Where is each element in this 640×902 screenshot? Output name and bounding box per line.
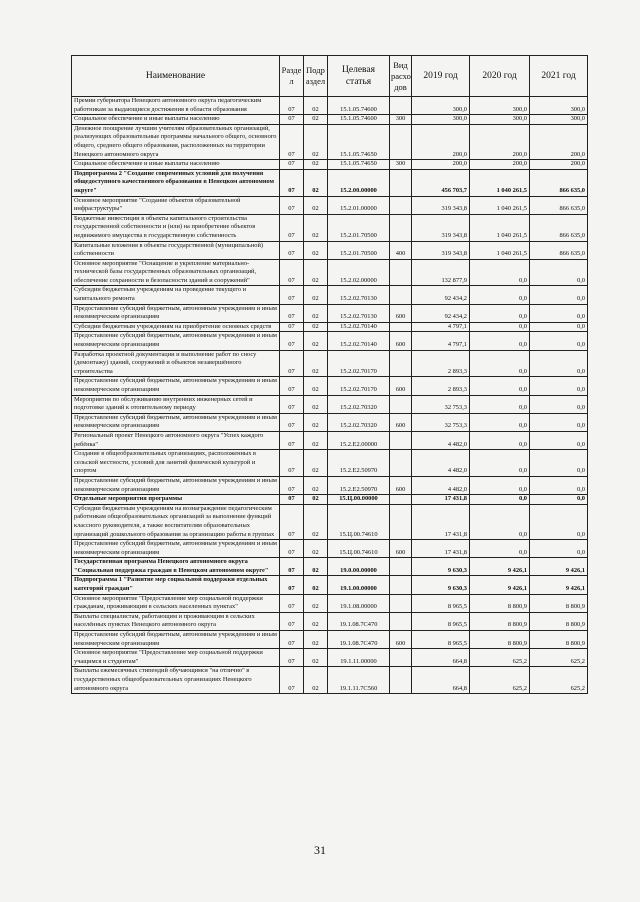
table-row bbox=[72, 576, 588, 594]
row-target: 19.1.00.00000 bbox=[328, 576, 390, 594]
row-2020: 0,0 bbox=[470, 495, 530, 505]
row-subsection: 02 bbox=[304, 214, 328, 241]
row-2019: 4 482,0 bbox=[412, 476, 470, 494]
row-section: 07 bbox=[280, 259, 304, 286]
table-row bbox=[72, 160, 588, 170]
row-target: 19.0.00.00000 bbox=[328, 558, 390, 576]
row-target: 19.1.11.7С560 bbox=[328, 667, 390, 694]
table-row bbox=[72, 377, 588, 395]
row-subsection: 02 bbox=[304, 631, 328, 649]
table-row bbox=[72, 115, 588, 125]
row-2019: 17 431,8 bbox=[412, 495, 470, 505]
row-expense-type: 600 bbox=[390, 476, 412, 494]
row-expense-type bbox=[390, 350, 412, 377]
row-2019: 200,0 bbox=[412, 160, 470, 170]
row-2020: 625,2 bbox=[470, 649, 530, 667]
header-name: Наименование bbox=[72, 56, 280, 97]
row-2020: 9 426,1 bbox=[470, 576, 530, 594]
row-target: 15.2.E2.50970 bbox=[328, 476, 390, 494]
row-2021: 0,0 bbox=[530, 450, 588, 477]
row-name: Предоставление субсидий бюджетным, автономным учреждениям и иным некоммерческим организациям bbox=[72, 540, 280, 558]
row-name: Субсидии бюджетным учреждениям на приобретение основных средств bbox=[72, 322, 280, 332]
row-expense-type bbox=[390, 495, 412, 505]
row-2019: 17 431,8 bbox=[412, 540, 470, 558]
row-2020: 1 040 261,5 bbox=[470, 214, 530, 241]
row-name: Предоставление субсидий бюджетным, автономным учреждениям и иным некоммерческим организациям bbox=[72, 377, 280, 395]
row-2019: 132 877,9 bbox=[412, 259, 470, 286]
row-name: Субсидии бюджетным учреждениям на проведение текущего и капитального ремонта bbox=[72, 286, 280, 304]
row-subsection: 02 bbox=[304, 304, 328, 322]
row-2020: 0,0 bbox=[470, 413, 530, 431]
row-section: 07 bbox=[280, 667, 304, 694]
row-target: 15.Ц.00.00000 bbox=[328, 495, 390, 505]
row-2021: 0,0 bbox=[530, 413, 588, 431]
table-row bbox=[72, 97, 588, 115]
row-subsection: 02 bbox=[304, 649, 328, 667]
row-2020: 0,0 bbox=[470, 395, 530, 413]
table-row bbox=[72, 332, 588, 350]
row-2021: 200,0 bbox=[530, 160, 588, 170]
row-subsection: 02 bbox=[304, 332, 328, 350]
table-body bbox=[72, 97, 588, 694]
row-2021: 0,0 bbox=[530, 377, 588, 395]
row-name: Социальное обеспечение и иные выплаты населению bbox=[72, 115, 280, 125]
row-subsection: 02 bbox=[304, 495, 328, 505]
row-section: 07 bbox=[280, 97, 304, 115]
table-row bbox=[72, 304, 588, 322]
row-name: Премии губернатора Ненецкого автономного округа педагогическим работникам за выдающиеся достижения в области образования bbox=[72, 97, 280, 115]
row-target: 15.2.02.70320 bbox=[328, 395, 390, 413]
row-name: Предоставление субсидий бюджетным, автономным учреждениям и иным некоммерческим организациям bbox=[72, 413, 280, 431]
row-2021: 200,0 bbox=[530, 124, 588, 159]
row-section: 07 bbox=[280, 241, 304, 259]
row-2021: 8 800,9 bbox=[530, 594, 588, 612]
row-2019: 200,0 bbox=[412, 124, 470, 159]
row-subsection: 02 bbox=[304, 196, 328, 214]
row-expense-type bbox=[390, 431, 412, 449]
row-2019: 17 431,8 bbox=[412, 504, 470, 539]
row-2020: 625,2 bbox=[470, 667, 530, 694]
header-2020: 2020 год bbox=[470, 56, 530, 97]
row-target: 15.1.05.74650 bbox=[328, 124, 390, 159]
row-name: Государственная программа Ненецкого автономного округа "Социальная поддержка граждан в Ненецком автономном округе" bbox=[72, 558, 280, 576]
row-expense-type: 400 bbox=[390, 241, 412, 259]
row-name: Основное мероприятие "Создание объектов образовательной инфраструктуры" bbox=[72, 196, 280, 214]
row-2020: 0,0 bbox=[470, 304, 530, 322]
row-section: 07 bbox=[280, 395, 304, 413]
row-target: 19.1.11.00000 bbox=[328, 649, 390, 667]
row-section: 07 bbox=[280, 612, 304, 630]
table-row bbox=[72, 667, 588, 694]
row-2021: 0,0 bbox=[530, 495, 588, 505]
row-section: 07 bbox=[280, 286, 304, 304]
row-2019: 319 343,8 bbox=[412, 241, 470, 259]
row-target: 19.1.08.7С470 bbox=[328, 631, 390, 649]
header-subsection: Подр аздел bbox=[304, 56, 328, 97]
row-name: Социальное обеспечение и иные выплаты населению bbox=[72, 160, 280, 170]
row-section: 07 bbox=[280, 115, 304, 125]
row-section: 07 bbox=[280, 558, 304, 576]
row-2021: 9 426,1 bbox=[530, 576, 588, 594]
row-section: 07 bbox=[280, 476, 304, 494]
row-section: 07 bbox=[280, 124, 304, 159]
row-name: Создание в общеобразовательных организациях, расположенных в сельской местности, условий для занятий физической культурой и спортом bbox=[72, 450, 280, 477]
row-section: 07 bbox=[280, 631, 304, 649]
row-target: 19.1.08.00000 bbox=[328, 594, 390, 612]
row-expense-type bbox=[390, 97, 412, 115]
row-2020: 0,0 bbox=[470, 504, 530, 539]
row-name: Региональный проект Ненецкого автономного округа "Успех каждого ребёнка" bbox=[72, 431, 280, 449]
row-subsection: 02 bbox=[304, 322, 328, 332]
row-name: Предоставление субсидий бюджетным, автономным учреждениям и иным некоммерческим организациям bbox=[72, 332, 280, 350]
row-2021: 300,0 bbox=[530, 115, 588, 125]
row-section: 07 bbox=[280, 169, 304, 196]
row-section: 07 bbox=[280, 332, 304, 350]
row-2020: 9 426,1 bbox=[470, 558, 530, 576]
row-2020: 300,0 bbox=[470, 97, 530, 115]
row-name: Выплаты ежемесячных стипендий обучающимся "на отлично" в государственных общеобразовательных организациях Ненецкого автономного округа bbox=[72, 667, 280, 694]
table-row bbox=[72, 594, 588, 612]
row-expense-type bbox=[390, 612, 412, 630]
row-subsection: 02 bbox=[304, 431, 328, 449]
header-target: Целевая статья bbox=[328, 56, 390, 97]
row-expense-type: 300 bbox=[390, 160, 412, 170]
row-section: 07 bbox=[280, 576, 304, 594]
row-2020: 0,0 bbox=[470, 332, 530, 350]
row-target: 15.2.E2.00000 bbox=[328, 431, 390, 449]
row-2020: 8 800,9 bbox=[470, 631, 530, 649]
row-2019: 4 797,1 bbox=[412, 322, 470, 332]
table-row bbox=[72, 476, 588, 494]
row-2021: 866 635,0 bbox=[530, 241, 588, 259]
row-expense-type: 600 bbox=[390, 540, 412, 558]
row-section: 07 bbox=[280, 214, 304, 241]
row-target: 15.2.02.00000 bbox=[328, 259, 390, 286]
row-target: 15.1.05.74600 bbox=[328, 115, 390, 125]
row-2019: 664,8 bbox=[412, 649, 470, 667]
row-target: 15.2.01.00000 bbox=[328, 196, 390, 214]
row-subsection: 02 bbox=[304, 476, 328, 494]
row-name: Разработка проектной документации и выполнение работ по сносу (демонтажу) зданий, сооружений и объектов незавершённого строительства bbox=[72, 350, 280, 377]
table-row bbox=[72, 322, 588, 332]
row-subsection: 02 bbox=[304, 558, 328, 576]
row-2019: 92 434,2 bbox=[412, 286, 470, 304]
row-expense-type bbox=[390, 196, 412, 214]
row-2020: 8 800,9 bbox=[470, 612, 530, 630]
row-target: 15.2.02.70130 bbox=[328, 286, 390, 304]
row-2020: 0,0 bbox=[470, 476, 530, 494]
row-2019: 4 482,0 bbox=[412, 431, 470, 449]
table-row bbox=[72, 124, 588, 159]
row-2020: 0,0 bbox=[470, 259, 530, 286]
row-2021: 0,0 bbox=[530, 350, 588, 377]
table-row bbox=[72, 196, 588, 214]
row-name: Мероприятия по обслуживанию внутренних инженерных сетей и подготовке зданий к отопительному периоду bbox=[72, 395, 280, 413]
row-name: Капитальные вложения в объекты государственной (муниципальной) собственности bbox=[72, 241, 280, 259]
table-header-row bbox=[72, 56, 588, 97]
table-row bbox=[72, 431, 588, 449]
row-subsection: 02 bbox=[304, 350, 328, 377]
row-2020: 200,0 bbox=[470, 124, 530, 159]
row-2021: 0,0 bbox=[530, 540, 588, 558]
row-name: Основное мероприятие "Предоставление мер социальной поддержки учащимся и студентам" bbox=[72, 649, 280, 667]
row-2021: 0,0 bbox=[530, 504, 588, 539]
row-section: 07 bbox=[280, 594, 304, 612]
row-section: 07 bbox=[280, 495, 304, 505]
row-section: 07 bbox=[280, 540, 304, 558]
row-2020: 0,0 bbox=[470, 377, 530, 395]
row-expense-type bbox=[390, 322, 412, 332]
row-subsection: 02 bbox=[304, 576, 328, 594]
row-2019: 300,0 bbox=[412, 115, 470, 125]
row-expense-type: 600 bbox=[390, 413, 412, 431]
row-expense-type bbox=[390, 649, 412, 667]
row-2021: 0,0 bbox=[530, 431, 588, 449]
row-name: Подпрограмма 2 "Создание современных условий для получения общедоступного качественного образования в Ненецком автономном округе" bbox=[72, 169, 280, 196]
row-expense-type bbox=[390, 124, 412, 159]
table-row bbox=[72, 612, 588, 630]
row-expense-type: 600 bbox=[390, 377, 412, 395]
table-row bbox=[72, 169, 588, 196]
row-2020: 8 800,9 bbox=[470, 594, 530, 612]
row-2019: 9 630,3 bbox=[412, 558, 470, 576]
row-2021: 866 635,0 bbox=[530, 214, 588, 241]
table-row bbox=[72, 504, 588, 539]
row-expense-type bbox=[390, 576, 412, 594]
row-expense-type bbox=[390, 395, 412, 413]
row-2020: 0,0 bbox=[470, 431, 530, 449]
row-section: 07 bbox=[280, 322, 304, 332]
row-expense-type: 300 bbox=[390, 115, 412, 125]
row-2021: 625,2 bbox=[530, 649, 588, 667]
row-subsection: 02 bbox=[304, 286, 328, 304]
row-2021: 0,0 bbox=[530, 332, 588, 350]
row-expense-type: 600 bbox=[390, 304, 412, 322]
row-2021: 866 635,0 bbox=[530, 169, 588, 196]
row-2020: 0,0 bbox=[470, 350, 530, 377]
row-2019: 319 343,8 bbox=[412, 214, 470, 241]
row-expense-type bbox=[390, 286, 412, 304]
row-subsection: 02 bbox=[304, 97, 328, 115]
row-2019: 456 703,7 bbox=[412, 169, 470, 196]
row-name: Предоставление субсидий бюджетным, автономным учреждениям и иным некоммерческим организациям bbox=[72, 631, 280, 649]
table-row bbox=[72, 241, 588, 259]
row-expense-type: 600 bbox=[390, 332, 412, 350]
row-target: 15.1.05.74600 bbox=[328, 97, 390, 115]
row-expense-type bbox=[390, 169, 412, 196]
row-target: 15.Ц.00.74610 bbox=[328, 540, 390, 558]
row-expense-type: 600 bbox=[390, 631, 412, 649]
row-section: 07 bbox=[280, 413, 304, 431]
row-subsection: 02 bbox=[304, 504, 328, 539]
header-2021: 2021 год bbox=[530, 56, 588, 97]
row-2019: 9 630,3 bbox=[412, 576, 470, 594]
row-name: Подпрограмма 1 "Развитие мер социальной поддержки отдельных категорий граждан" bbox=[72, 576, 280, 594]
row-target: 15.2.02.70170 bbox=[328, 350, 390, 377]
row-2020: 1 040 261,5 bbox=[470, 196, 530, 214]
row-subsection: 02 bbox=[304, 241, 328, 259]
table-row bbox=[72, 540, 588, 558]
row-name: Бюджетные инвестиции в объекты капитального строительства государственной собственности и (или) на приобретение объектов недвижимого имущества в государственную собственность bbox=[72, 214, 280, 241]
row-2021: 300,0 bbox=[530, 97, 588, 115]
row-expense-type bbox=[390, 667, 412, 694]
row-section: 07 bbox=[280, 431, 304, 449]
page-number: 31 bbox=[314, 843, 326, 857]
row-2021: 0,0 bbox=[530, 286, 588, 304]
row-name: Выплаты специалистам, работающим и проживающим в сельских населённых пунктах Ненецкого автономного округа bbox=[72, 612, 280, 630]
row-2020: 200,0 bbox=[470, 160, 530, 170]
row-subsection: 02 bbox=[304, 667, 328, 694]
row-subsection: 02 bbox=[304, 160, 328, 170]
row-2019: 2 893,3 bbox=[412, 377, 470, 395]
row-2021: 0,0 bbox=[530, 304, 588, 322]
row-target: 15.2.00.00000 bbox=[328, 169, 390, 196]
row-subsection: 02 bbox=[304, 259, 328, 286]
row-2020: 1 040 261,5 bbox=[470, 241, 530, 259]
table-row bbox=[72, 214, 588, 241]
table-row bbox=[72, 286, 588, 304]
row-2019: 8 965,5 bbox=[412, 631, 470, 649]
row-target: 15.2.02.70170 bbox=[328, 377, 390, 395]
row-section: 07 bbox=[280, 649, 304, 667]
row-target: 15.2.02.70320 bbox=[328, 413, 390, 431]
row-2019: 92 434,2 bbox=[412, 304, 470, 322]
row-2020: 0,0 bbox=[470, 322, 530, 332]
row-subsection: 02 bbox=[304, 169, 328, 196]
row-subsection: 02 bbox=[304, 115, 328, 125]
table-row bbox=[72, 649, 588, 667]
row-2021: 9 426,1 bbox=[530, 558, 588, 576]
table-row bbox=[72, 259, 588, 286]
row-2020: 1 040 261,5 bbox=[470, 169, 530, 196]
row-target: 15.2.02.70140 bbox=[328, 322, 390, 332]
row-subsection: 02 bbox=[304, 450, 328, 477]
row-subsection: 02 bbox=[304, 540, 328, 558]
row-target: 15.1.05.74650 bbox=[328, 160, 390, 170]
header-section: Разде л bbox=[280, 56, 304, 97]
row-section: 07 bbox=[280, 304, 304, 322]
row-name: Денежное поощрение лучшим учителям образовательных организаций, реализующих образовательные программы начального общего, основного общего, среднего общего образования, расположенных на территории Ненецкого автономного округа bbox=[72, 124, 280, 159]
row-2019: 319 343,8 bbox=[412, 196, 470, 214]
row-subsection: 02 bbox=[304, 377, 328, 395]
row-2019: 8 965,5 bbox=[412, 594, 470, 612]
row-2021: 0,0 bbox=[530, 476, 588, 494]
row-target: 15.Ц.00.74610 bbox=[328, 504, 390, 539]
row-name: Основное мероприятие "Предоставление мер социальной поддержки гражданам, проживающим в сельских населенных пунктах" bbox=[72, 594, 280, 612]
table-row bbox=[72, 450, 588, 477]
row-target: 15.2.02.70130 bbox=[328, 304, 390, 322]
row-2021: 0,0 bbox=[530, 259, 588, 286]
row-section: 07 bbox=[280, 350, 304, 377]
row-target: 19.1.08.7С470 bbox=[328, 612, 390, 630]
row-2019: 8 965,5 bbox=[412, 612, 470, 630]
row-subsection: 02 bbox=[304, 612, 328, 630]
row-expense-type bbox=[390, 558, 412, 576]
row-subsection: 02 bbox=[304, 124, 328, 159]
table-row bbox=[72, 413, 588, 431]
row-expense-type bbox=[390, 214, 412, 241]
budget-table bbox=[71, 55, 588, 694]
row-section: 07 bbox=[280, 377, 304, 395]
table-row bbox=[72, 495, 588, 505]
row-2020: 0,0 bbox=[470, 450, 530, 477]
table-row bbox=[72, 631, 588, 649]
row-name: Предоставление субсидий бюджетным, автономным учреждениям и иным некоммерческим организациям bbox=[72, 304, 280, 322]
row-2019: 664,8 bbox=[412, 667, 470, 694]
row-section: 07 bbox=[280, 504, 304, 539]
row-expense-type bbox=[390, 594, 412, 612]
row-2021: 866 635,0 bbox=[530, 196, 588, 214]
table-row bbox=[72, 558, 588, 576]
row-target: 15.2.E2.50970 bbox=[328, 450, 390, 477]
row-section: 07 bbox=[280, 160, 304, 170]
row-expense-type bbox=[390, 259, 412, 286]
row-subsection: 02 bbox=[304, 395, 328, 413]
table-row bbox=[72, 395, 588, 413]
row-2020: 0,0 bbox=[470, 286, 530, 304]
table-row bbox=[72, 350, 588, 377]
header-expense-type: Вид расхо дов bbox=[390, 56, 412, 97]
row-2021: 0,0 bbox=[530, 395, 588, 413]
row-target: 15.2.01.70500 bbox=[328, 214, 390, 241]
row-section: 07 bbox=[280, 196, 304, 214]
row-2019: 32 753,3 bbox=[412, 395, 470, 413]
row-2019: 300,0 bbox=[412, 97, 470, 115]
row-subsection: 02 bbox=[304, 594, 328, 612]
row-2020: 300,0 bbox=[470, 115, 530, 125]
row-2019: 2 893,3 bbox=[412, 350, 470, 377]
row-2019: 4 482,0 bbox=[412, 450, 470, 477]
row-name: Основное мероприятие "Оснащение и укрепление материально-технической базы государственных образовательных организаций, обеспечение сохранности и безопасности зданий и сооружений" bbox=[72, 259, 280, 286]
row-expense-type bbox=[390, 504, 412, 539]
row-2019: 32 753,3 bbox=[412, 413, 470, 431]
row-target: 15.2.02.70140 bbox=[328, 332, 390, 350]
row-2020: 0,0 bbox=[470, 540, 530, 558]
row-name: Отдельные мероприятия программы bbox=[72, 495, 280, 505]
row-subsection: 02 bbox=[304, 413, 328, 431]
header-2019: 2019 год bbox=[412, 56, 470, 97]
row-2021: 8 800,9 bbox=[530, 612, 588, 630]
row-2019: 4 797,1 bbox=[412, 332, 470, 350]
row-2021: 8 800,9 bbox=[530, 631, 588, 649]
row-expense-type bbox=[390, 450, 412, 477]
row-2021: 625,2 bbox=[530, 667, 588, 694]
row-name: Субсидии бюджетным учреждениям на вознаграждение педагогическим работникам общеобразовательных организаций за выполнение функций классного руководителя, а также воспитателям образовательных организаций дошкольного образования за организацию работы в группах bbox=[72, 504, 280, 539]
row-section: 07 bbox=[280, 450, 304, 477]
row-2021: 0,0 bbox=[530, 322, 588, 332]
row-name: Предоставление субсидий бюджетным, автономным учреждениям и иным некоммерческим организациям bbox=[72, 476, 280, 494]
row-target: 15.2.01.70500 bbox=[328, 241, 390, 259]
